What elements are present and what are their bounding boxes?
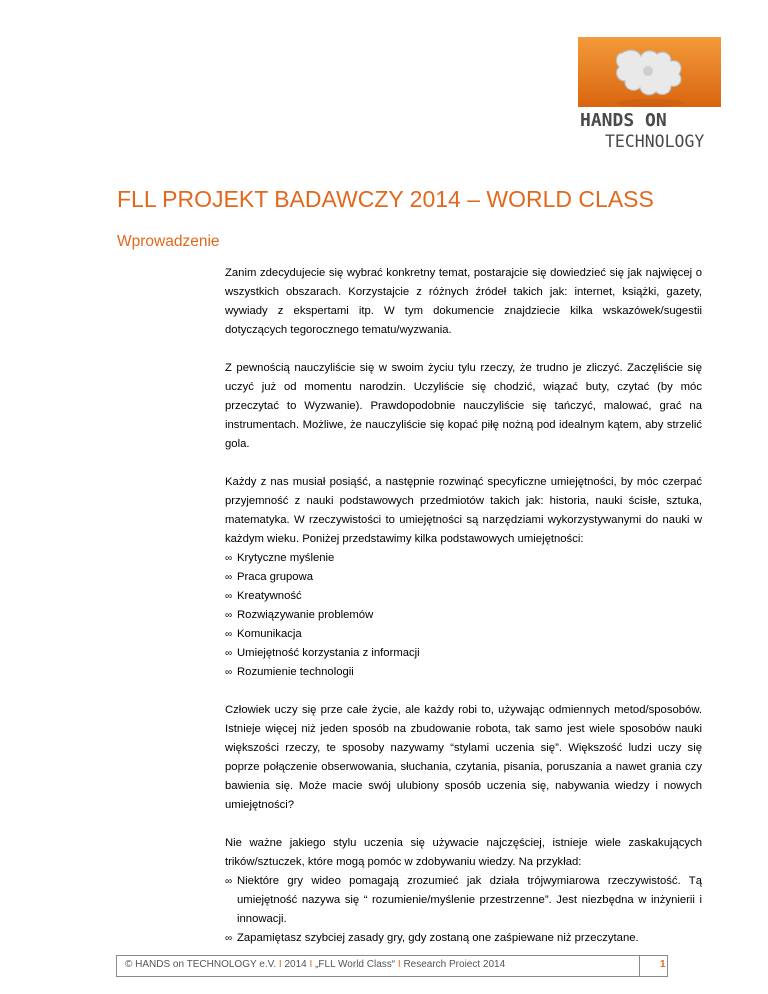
skills-list [225, 549, 702, 682]
footer-research: Research Proiect 2014 [403, 959, 506, 970]
hands-on-technology-logo [578, 37, 721, 152]
footer-text [125, 959, 505, 970]
document-body [225, 264, 702, 948]
list-item: ∞ Niektóre gry wideo pomagają zrozumieć jak działa trójwymiarowa rzeczywistość. Tą umiejętność nazywa się “ rozumienie/myślenie przestrzenne”. Jest niezbędna w inżynierii i innowacji. [225, 872, 702, 929]
footer-separator: I [278, 959, 282, 970]
section-heading: Wprowadzenie [117, 233, 220, 250]
examples-list [225, 872, 702, 948]
footer-project: „FLL World Class“ [315, 959, 396, 970]
list-item: ∞ Zapamiętasz szybciej zasady gry, gdy zostaną one zaśpiewane niż przeczytane. [225, 929, 702, 948]
page-footer [116, 955, 668, 977]
footer-separator: I [309, 959, 313, 970]
list-item: ∞ Rozumienie technologii [225, 663, 702, 682]
footer-org: © HANDS on TECHNOLOGY e.V. [125, 959, 277, 970]
logo-text-technology: TECHNOLOGY [605, 132, 705, 151]
list-item: ∞ Krytyczne myślenie [225, 549, 702, 568]
paragraph-skills: Każdy z nas musiał posiąść, a następnie rozwinąć specyficzne umiejętności, by móc czerpać przyjemność z nauki podstawowych przedmiotów takich jak: historia, nauki ścisłe, sztuka, matematyka. W rzeczywistości to umiejętności są narzędziami wykorzystywanymi do nauki w każdym wieku. Poniżej przedstawimy kilka podstawowych umiejętności: [225, 476, 702, 545]
list-item: ∞ Rozwiązywanie problemów [225, 606, 702, 625]
page-number: 1 [660, 959, 666, 970]
paragraph-learning: Z pewnością nauczyliście się w swoim życiu tylu rzeczy, że trudno je zliczyć. Zaczęliście się uczyć już od momentu narodzin. Uczyliście się chodzić, wiązać buty, czytać (by móc przeczytać to Wyzwanie). Prawdopodobnie nauczyliście się tańczyć, malować, grać na instrumentach. Możliwe, że nauczyliście się kopać piłę nożną pod idealnym kątem, aby strzelić gola. [225, 362, 702, 450]
list-item: ∞ Praca grupowa [225, 568, 702, 587]
paragraph-intro: Zanim zdecydujecie się wybrać konkretny temat, postarajcie się dowiedzieć się jak najwięcej o wszystkich obszarach. Korzystajcie z różnych źródeł takich jak: internet, książki, gazety, wywiady z ekspertami itp. W tym dokumencie znajdziecie kilka wskazówek/sugestii dotyczących tegorocznego tematu/wyzwania. [225, 267, 702, 336]
footer-year: 2014 [284, 959, 307, 970]
paragraph-tricks: Nie ważne jakiego stylu uczenia się używacie najczęściej, istnieje wiele zaskakujących trików/sztuczek, które mogą pomóc w zdobywaniu wiedzy. Na przykład: [225, 837, 702, 868]
list-item: ∞ Komunikacja [225, 625, 702, 644]
logo-text-hands-on: HANDS ON [580, 110, 667, 131]
footer-separator: I [397, 959, 401, 970]
paragraph-learning-styles: Człowiek uczy się prze całe życie, ale każdy robi to, używając odmiennych metod/sposobów. Istnieje więcej niż jeden sposób na zbudowanie robota, tak samo jest wiele sposobów nauki większości rzeczy, te sposoby nazywamy “stylami uczenia się”. Większość ludzi uczy się poprze połączenie obserwowania, słuchania, czytania, pisania, poruszania a nawet grania czy bawienia się. Może macie swój ulubiony sposób uczenia się, nabywania wiedzy i nowych umiejętności? [225, 704, 702, 811]
list-item: ∞ Umiejętność korzystania z informacji [225, 644, 702, 663]
document-title: FLL PROJEKT BADAWCZY 2014 – WORLD CLASS [117, 186, 654, 212]
list-item: ∞ Kreatywność [225, 587, 702, 606]
